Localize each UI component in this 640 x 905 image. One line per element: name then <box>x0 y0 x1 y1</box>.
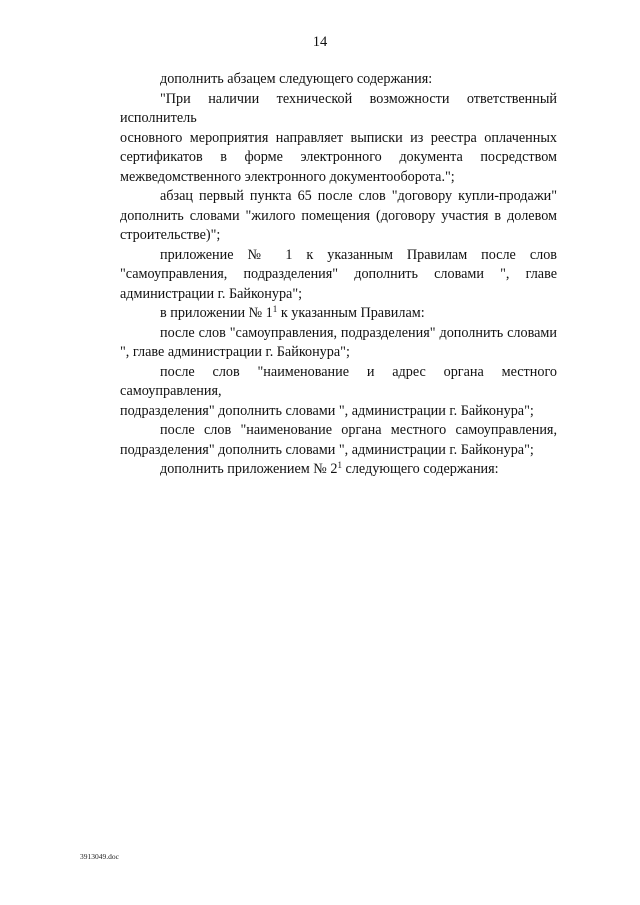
text-line: абзац первый пункта 65 после слов "договору купли-продажи" <box>160 188 557 204</box>
text-line: "При наличии технической возможности ответственный исполнитель <box>120 90 557 126</box>
text-line <box>80 304 557 324</box>
text-line: подразделения" дополнить словами ", администрации г. Байконура"; <box>120 402 534 419</box>
text-line: после слов "наименование и адрес органа местного самоуправления, <box>120 363 557 399</box>
text-fragment: следующего содержания: <box>342 461 499 477</box>
superscript: 1 <box>337 460 342 470</box>
paragraph <box>80 421 557 460</box>
text-fragment: дополнить приложением № 2 <box>160 461 338 477</box>
text-line: приложение № 1 к указанным Правилам после слов <box>160 246 557 263</box>
superscript: 1 <box>272 304 278 314</box>
text-line: дополнить абзацем следующего содержания: <box>160 71 433 87</box>
paragraph <box>80 246 557 305</box>
text-line: строительстве)"; <box>120 227 221 243</box>
paragraph <box>80 324 557 363</box>
text-line: дополнить словами "жилого помещения (договору участия в долевом <box>120 207 557 224</box>
text-line: ", главе администрации г. Байконура"; <box>120 344 350 360</box>
document-body <box>80 70 557 480</box>
text-fragment: в приложении № 1 <box>160 305 273 321</box>
page-number: 14 <box>312 34 328 50</box>
document-filename: 3913049.doc <box>80 852 119 861</box>
text-line: после слов "наименование органа местного самоуправления, <box>160 422 557 438</box>
text-line: межведомственного электронного документооборота."; <box>120 168 455 185</box>
text-line: "самоуправления, подразделения" дополнить словами ", главе <box>120 266 557 282</box>
text-line: после слов "самоуправления, подразделения" дополнить словами <box>160 324 557 341</box>
paragraph <box>80 460 557 480</box>
text-line: основного мероприятия направляет выписки из реестра оплаченных <box>120 129 557 146</box>
text-line: администрации г. Байконура"; <box>120 285 303 302</box>
text-fragment: к указанным Правилам: <box>277 305 425 321</box>
text-line: сертификатов в форме электронного документа посредством <box>120 149 557 165</box>
text-line <box>80 460 557 480</box>
paragraph <box>80 90 557 188</box>
paragraph <box>80 70 557 90</box>
paragraph <box>80 187 557 246</box>
paragraph <box>80 304 557 324</box>
paragraph <box>80 363 557 422</box>
text-line: подразделения" дополнить словами ", администрации г. Байконура"; <box>120 441 534 458</box>
